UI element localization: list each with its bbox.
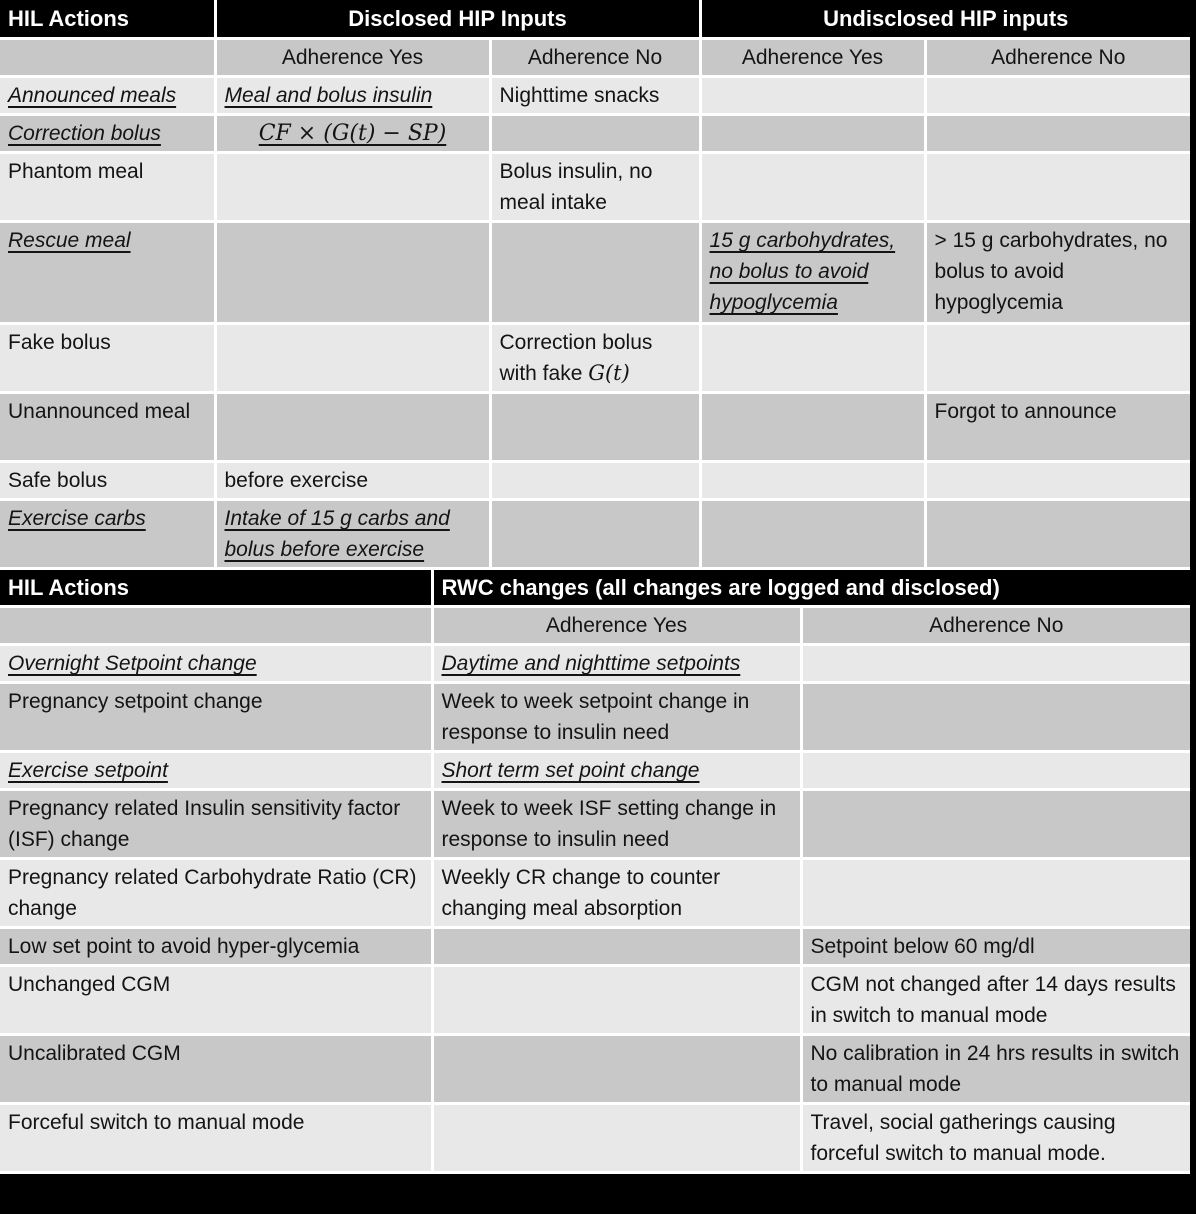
- empty-cell: [700, 153, 925, 222]
- table1-header-row: [0, 0, 1190, 39]
- row-label-cell: Pregnancy setpoint change: [0, 683, 432, 752]
- empty-cell: [801, 645, 1190, 683]
- header-hil-actions: HIL Actions: [0, 570, 432, 607]
- table-row: [0, 790, 1190, 859]
- adherence-cell: Meal and bolus insulin: [215, 77, 490, 115]
- row-label-cell: Overnight Setpoint change: [0, 645, 432, 683]
- empty-cell: [215, 393, 490, 462]
- table-row: [0, 222, 1190, 324]
- empty-cell: [925, 77, 1190, 115]
- adherence-cell: Bolus insulin, no meal intake: [490, 153, 700, 222]
- row-label-cell: Pregnancy related Insulin sensitivity factor (ISF) change: [0, 790, 432, 859]
- subheader-adherence-yes: Adherence Yes: [432, 607, 801, 645]
- empty-cell: [490, 115, 700, 153]
- table-row: [0, 462, 1190, 500]
- empty-cell: [700, 393, 925, 462]
- adherence-cell: No calibration in 24 hrs results in switch to manual mode: [801, 1035, 1190, 1104]
- row-label-cell: Uncalibrated CGM: [0, 1035, 432, 1104]
- correction-bolus-formula: CF × (G(t) − SP): [258, 121, 447, 146]
- subheader-disclosed-adherence-no: Adherence No: [490, 39, 700, 77]
- table-row: [0, 683, 1190, 752]
- empty-cell: [432, 928, 801, 966]
- empty-cell: [215, 153, 490, 222]
- table-row: [0, 928, 1190, 966]
- table-row: [0, 1104, 1190, 1173]
- table-row: [0, 1035, 1190, 1104]
- empty-cell: [801, 790, 1190, 859]
- row-label-cell: Pregnancy related Carbohydrate Ratio (CR) change: [0, 859, 432, 928]
- header-rwc-changes: RWC changes (all changes are logged and disclosed): [432, 570, 1190, 607]
- row-label-cell: Unannounced meal: [0, 393, 215, 462]
- empty-cell: [700, 115, 925, 153]
- row-label-cell: Safe bolus: [0, 462, 215, 500]
- table-row: [0, 324, 1190, 393]
- header-disclosed-hip-inputs: Disclosed HIP Inputs: [215, 0, 700, 39]
- row-label-cell: Correction bolus: [0, 115, 215, 153]
- subheader-disclosed-adherence-yes: Adherence Yes: [215, 39, 490, 77]
- hip-inputs-table: [0, 0, 1190, 570]
- adherence-cell: CGM not changed after 14 days results in switch to manual mode: [801, 966, 1190, 1035]
- table-row: [0, 115, 1190, 153]
- empty-cell: [0, 39, 215, 77]
- row-label-cell: Announced meals: [0, 77, 215, 115]
- adherence-cell: Intake of 15 g carbs and bolus before exercise: [215, 500, 490, 569]
- table-row: [0, 752, 1190, 790]
- empty-cell: [700, 462, 925, 500]
- table2-header-row: [0, 570, 1190, 607]
- empty-cell: [490, 500, 700, 569]
- empty-cell: [215, 222, 490, 324]
- header-hil-actions: HIL Actions: [0, 0, 215, 39]
- empty-cell: [801, 683, 1190, 752]
- empty-cell: [700, 77, 925, 115]
- empty-cell: [801, 859, 1190, 928]
- subheader-undisclosed-adherence-no: Adherence No: [925, 39, 1190, 77]
- adherence-cell: Travel, social gatherings causing forceful switch to manual mode.: [801, 1104, 1190, 1173]
- adherence-cell: Forgot to announce: [925, 393, 1190, 462]
- adherence-cell: 15 g carbohydrates, no bolus to avoid hypoglycemia: [700, 222, 925, 324]
- adherence-cell: [490, 324, 700, 393]
- table-row: [0, 859, 1190, 928]
- table-row: [0, 153, 1190, 222]
- empty-cell: [490, 393, 700, 462]
- adherence-cell: Nighttime snacks: [490, 77, 700, 115]
- table-row: [0, 500, 1190, 569]
- adherence-cell: > 15 g carbohydrates, no bolus to avoid hypoglycemia: [925, 222, 1190, 324]
- empty-cell: [925, 324, 1190, 393]
- empty-cell: [925, 462, 1190, 500]
- row-label-cell: Low set point to avoid hyper-glycemia: [0, 928, 432, 966]
- adherence-cell: Setpoint below 60 mg/dl: [801, 928, 1190, 966]
- adherence-cell: before exercise: [215, 462, 490, 500]
- empty-cell: [700, 324, 925, 393]
- table-row: [0, 966, 1190, 1035]
- row-label-cell: Exercise carbs: [0, 500, 215, 569]
- empty-cell: [801, 752, 1190, 790]
- rwc-changes-table: [0, 570, 1190, 1174]
- row-label-cell: Rescue meal: [0, 222, 215, 324]
- empty-cell: [490, 462, 700, 500]
- bottom-bar: [0, 1174, 1190, 1214]
- table2-subheader-row: [0, 607, 1190, 645]
- table-row: [0, 77, 1190, 115]
- row-label-cell: Phantom meal: [0, 153, 215, 222]
- empty-cell: [925, 500, 1190, 569]
- row-label-cell: Fake bolus: [0, 324, 215, 393]
- adherence-cell: Daytime and nighttime setpoints: [432, 645, 801, 683]
- header-undisclosed-hip-inputs: Undisclosed HIP inputs: [700, 0, 1190, 39]
- subheader-undisclosed-adherence-yes: Adherence Yes: [700, 39, 925, 77]
- empty-cell: [700, 500, 925, 569]
- adherence-cell: Short term set point change: [432, 752, 801, 790]
- adherence-cell: Weekly CR change to counter changing meal absorption: [432, 859, 801, 928]
- row-label-cell: Unchanged CGM: [0, 966, 432, 1035]
- table-row: [0, 393, 1190, 462]
- empty-cell: [925, 115, 1190, 153]
- row-label-cell: Exercise setpoint: [0, 752, 432, 790]
- empty-cell: [925, 153, 1190, 222]
- table1-subheader-row: [0, 39, 1190, 77]
- empty-cell: [490, 222, 700, 324]
- empty-cell: [432, 1104, 801, 1173]
- adherence-cell: Week to week setpoint change in response to insulin need: [432, 683, 801, 752]
- empty-cell: [0, 607, 432, 645]
- empty-cell: [215, 324, 490, 393]
- cell-text: Correction bolus with fake: [499, 331, 653, 385]
- glucose-math-symbol: G(t): [588, 361, 630, 385]
- adherence-cell: Week to week ISF setting change in response to insulin need: [432, 790, 801, 859]
- row-label-cell: Forceful switch to manual mode: [0, 1104, 432, 1173]
- subheader-adherence-no: Adherence No: [801, 607, 1190, 645]
- table-row: [0, 645, 1190, 683]
- empty-cell: [432, 966, 801, 1035]
- empty-cell: [432, 1035, 801, 1104]
